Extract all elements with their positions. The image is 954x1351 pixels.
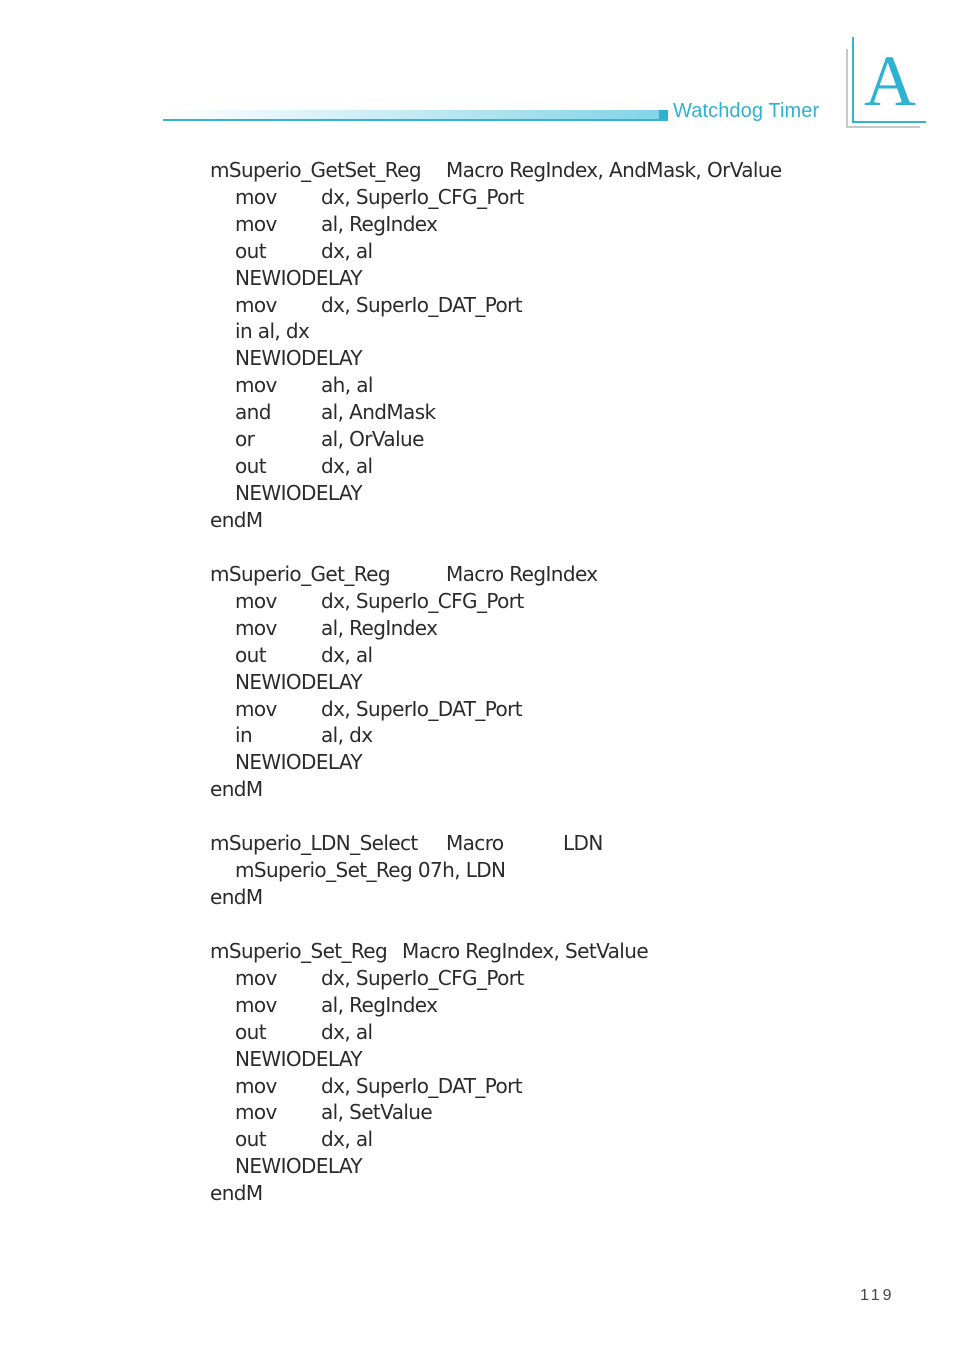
code-line	[0, 965, 954, 992]
code-instruction: mov	[235, 1100, 277, 1125]
code-operands: al, RegIndex	[321, 615, 438, 640]
code-operands: al, dx	[321, 723, 373, 748]
code-line	[0, 561, 954, 588]
code-instruction: mSuperio_Set_Reg	[210, 939, 388, 963]
code-instruction: mov	[235, 696, 277, 721]
code-line	[0, 507, 954, 534]
code-operands: dx, SuperIo_DAT_Port	[321, 696, 523, 721]
code-line	[0, 722, 954, 749]
code-operands: dx, SuperIo_CFG_Port	[321, 588, 524, 613]
code-instruction: NEWIODELAY	[235, 1154, 362, 1179]
code-line	[0, 588, 954, 615]
code-line	[0, 1126, 954, 1153]
code-operands: al, OrValue	[321, 427, 424, 451]
code-operands: Macro RegIndex, AndMask, OrValue	[446, 158, 782, 182]
code-line	[0, 1153, 954, 1180]
code-operands: al, SetValue	[321, 1100, 433, 1125]
code-instruction: NEWIODELAY	[235, 669, 362, 694]
code-instruction: mSuperio_GetSet_Reg	[210, 158, 421, 182]
code-line	[0, 480, 954, 507]
code-instruction: out	[235, 642, 266, 667]
code-instruction: endM	[210, 507, 263, 532]
code-line	[0, 1180, 954, 1207]
code-operands-extra: LDN	[563, 831, 603, 855]
code-instruction: out	[235, 238, 266, 263]
code-line	[0, 184, 954, 211]
code-line	[0, 372, 954, 399]
code-instruction: NEWIODELAY	[235, 346, 362, 371]
code-instruction: NEWIODELAY	[235, 1046, 362, 1071]
code-operands: dx, SuperIo_DAT_Port	[321, 292, 523, 317]
code-operands: dx, al	[321, 1127, 373, 1152]
code-line	[0, 1019, 954, 1046]
code-operands: al, RegIndex	[321, 211, 438, 236]
code-operands: dx, SuperIo_CFG_Port	[321, 965, 524, 990]
code-line	[0, 830, 954, 857]
code-line	[0, 292, 954, 319]
appendix-letter: A	[864, 41, 916, 121]
code-operands: dx, SuperIo_CFG_Port	[321, 184, 524, 209]
code-instruction: mov	[235, 615, 277, 640]
code-instruction: NEWIODELAY	[235, 480, 362, 505]
code-instruction: and	[235, 400, 271, 425]
code-instruction: out	[235, 453, 266, 478]
code-line	[0, 426, 954, 453]
code-instruction: or	[235, 427, 255, 451]
code-line	[0, 238, 954, 265]
code-instruction: endM	[210, 884, 263, 909]
code-operands: dx, al	[321, 453, 373, 478]
code-line	[0, 938, 954, 965]
code-line	[0, 265, 954, 292]
code-operands: ah, al	[321, 373, 373, 398]
code-line	[0, 857, 954, 884]
code-line	[0, 318, 954, 345]
code-instruction: mov	[235, 992, 277, 1017]
code-line	[0, 453, 954, 480]
code-line	[0, 749, 954, 776]
code-operands: Macro	[446, 831, 504, 855]
code-instruction: mov	[235, 588, 277, 613]
code-operands: Macro RegIndex, SetValue	[402, 939, 649, 963]
code-line	[0, 776, 954, 803]
code-instruction: mov	[235, 292, 277, 317]
code-line	[0, 642, 954, 669]
code-instruction: out	[235, 1127, 266, 1152]
code-line	[0, 1099, 954, 1126]
code-line	[0, 211, 954, 238]
code-instruction: mSuperio_Set_Reg 07h, LDN	[235, 857, 506, 882]
code-operands: al, RegIndex	[321, 992, 438, 1017]
code-instruction: NEWIODELAY	[235, 750, 362, 775]
code-instruction: out	[235, 1019, 266, 1044]
code-instruction: mov	[235, 373, 277, 398]
code-operands: al, AndMask	[321, 400, 436, 425]
code-line	[0, 884, 954, 911]
code-line	[0, 669, 954, 696]
page-number: 119	[860, 1287, 895, 1304]
code-instruction: in	[235, 723, 253, 748]
section-title: Watchdog Timer	[673, 100, 820, 122]
code-instruction: endM	[210, 1181, 263, 1206]
code-instruction: mov	[235, 1073, 277, 1098]
code-instruction: mSuperio_LDN_Select	[210, 831, 418, 855]
code-line	[0, 399, 954, 426]
code-line	[0, 345, 954, 372]
code-line	[0, 157, 954, 184]
code-instruction: mov	[235, 211, 277, 236]
code-instruction: mov	[235, 965, 277, 990]
code-line	[0, 992, 954, 1019]
code-line	[0, 615, 954, 642]
code-instruction: NEWIODELAY	[235, 265, 362, 290]
code-operands: dx, al	[321, 1019, 373, 1044]
code-instruction: mov	[235, 184, 277, 209]
code-operands: dx, al	[321, 238, 373, 263]
code-operands: dx, al	[321, 642, 373, 667]
code-line	[0, 696, 954, 723]
code-operands: Macro RegIndex	[446, 562, 598, 586]
code-line	[0, 1046, 954, 1073]
code-instruction: endM	[210, 777, 263, 802]
code-instruction: mSuperio_Get_Reg	[210, 562, 390, 586]
code-instruction: in al, dx	[235, 319, 310, 344]
code-operands: dx, SuperIo_DAT_Port	[321, 1073, 523, 1098]
code-line	[0, 1073, 954, 1100]
